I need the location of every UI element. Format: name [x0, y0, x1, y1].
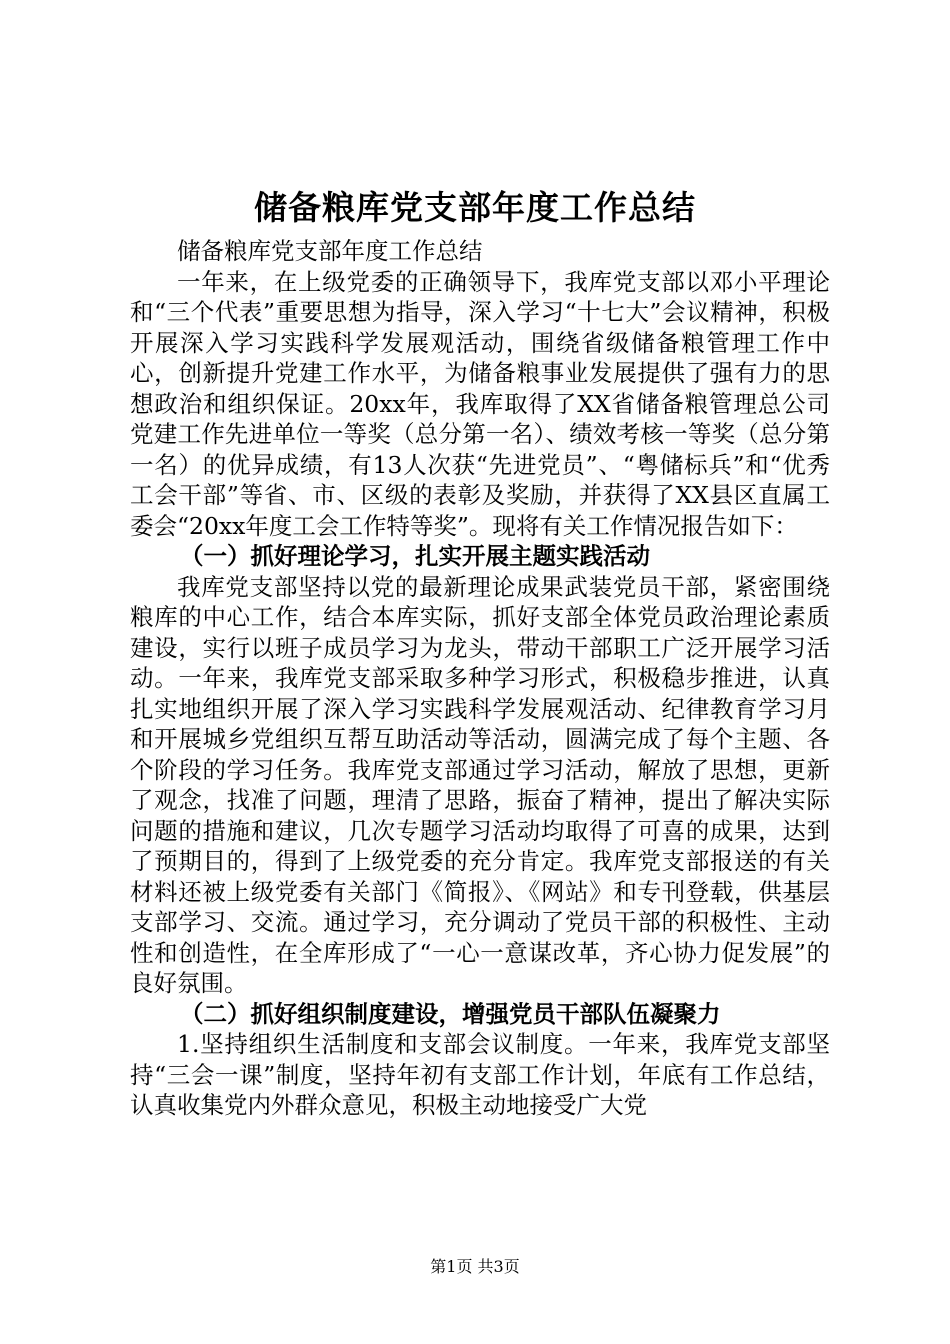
document-body: [130, 236, 830, 1121]
section-heading-2: （二）抓好组织制度建设，增强党员干部队伍凝聚力: [180, 999, 721, 1028]
paragraph-section-1: 我库党支部坚持以党的最新理论成果武装党员干部，紧密围绕粮库的中心工作，结合本库实际，抓好支部全体党员政治理论素质建设，实行以班子成员学习为龙头，带动干部职工广泛开展学习活动。一年来，我库党支部采取多种学习形式，积极稳步推进，认真扎实地组织开展了深入学习实践科学发展观活动、纪律教育学习月和开展城乡党组织互帮互助活动等活动，圆满完成了每个主题、各个阶段的学习任务。我库党支部通过学习活动，解放了思想，更新了观念，找准了问题，理清了思路，振奋了精神，提出了解决实际问题的措施和建议，几次专题学习活动均取得了可喜的成果，达到了预期目的，得到了上级党委的充分肯定。我库党支部报送的有关材料还被上级党委有关部门《简报》、《网站》和专刊登载，供基层支部学习、交流。通过学习，充分调动了党员干部的积极性、主动性和创造性，在全库形成了“一心一意谋改革，齐心协力促发展”的良好氛围。: [130, 572, 830, 997]
section-heading-1: （一）抓好理论学习，扎实开展主题实践活动: [180, 542, 650, 570]
page-number-footer: 第1页 共3页: [430, 1257, 520, 1276]
paragraph-section-2: 1.坚持组织生活制度和支部会议制度。一年来，我库党支部坚持“三会一课”制度，坚持年初有支部工作计划，年底有工作总结，认真收集党内外群众意见，积极主动地接受广大党: [130, 1030, 830, 1119]
paragraph-intro: 一年来，在上级党委的正确领导下，我库党支部以邓小平理论和“三个代表”重要思想为指导，深入学习“十七大”会议精神，积极开展深入学习实践科学发展观活动，围绕省级储备粮管理工作中心，创新提升党建工作水平，为储备粮事业发展提供了强有力的思想政治和组织保证。20xx年，我库取得了XX省储备粮管理总公司党建工作先进单位一等奖（总分第一名）、绩效考核一等奖（总分第一名）的优异成绩，有13人次获“先进党员”、“粤储标兵”和“优秀工会干部”等省、市、区级的表彰及奖励，并获得了XX县区直属工委会“20xx年度工会工作特等奖”。现将有关工作情况报告如下：: [130, 267, 830, 540]
paragraph-subtitle: 储备粮库党支部年度工作总结: [177, 237, 483, 265]
document-title: 储备粮库党支部年度工作总结: [254, 188, 696, 227]
